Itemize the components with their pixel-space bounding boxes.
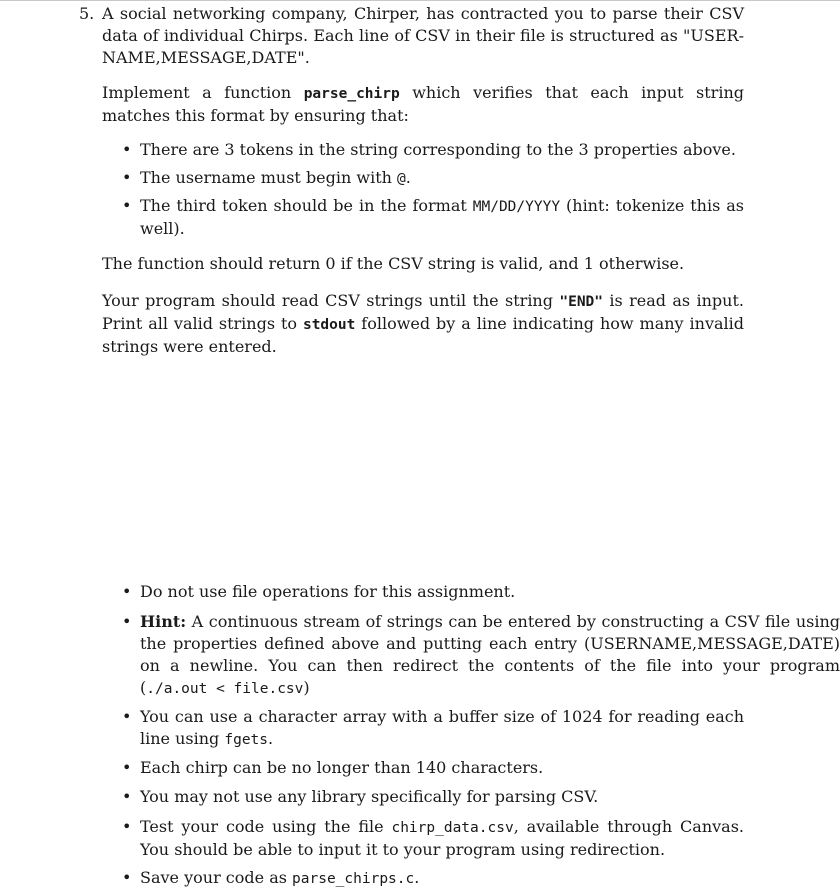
function-name-code: parse_chirp: [303, 86, 400, 102]
question-number: 5.: [79, 4, 95, 23]
page-top-rule: [0, 0, 840, 1]
question-intro: A social networking company, Chirper, has contracted you to parse their CSV data of individual Chirps. Each line of CSV in their file is structured as "USER-NAME,MESSAGE,DATE".: [102, 4, 744, 67]
note-item: • Hint: A continuous stream of strings can be entered by constructing a CSV file using the properties defined above and putting each entry (USERNAME,MESSAGE,DATE) on a newline. You can then redirect the contents of the file into your program (./a.out < file.csv): [140, 611, 840, 700]
note-item: • You may not use any library specifically for parsing CSV.: [140, 786, 744, 808]
note-item: • Test your code using the file chirp_data.csv, available through Canvas. You should be able to input it to your program using redirection.: [140, 816, 744, 861]
rule-item: • The third token should be in the format MM/DD/YYYY (hint: tokenize this as well).: [140, 195, 744, 240]
note-item: • You can use a character array with a buffer size of 1024 for reading each line using fgets.: [140, 706, 744, 751]
note-item: • Each chirp can be no longer than 140 characters.: [140, 757, 744, 779]
note-item: • Do not use file operations for this assignment.: [140, 581, 744, 603]
return-paragraph: The function should return 0 if the CSV string is valid, and 1 otherwise.: [102, 254, 685, 273]
read-input-paragraph: Your program should read CSV strings until the string "END" is read as input. Print all valid strings to stdout followed by a line indicating how many invalid strings were entered.: [102, 291, 744, 356]
implement-paragraph: Implement a function parse_chirp which verifies that each input string matches this format by ensuring that:: [102, 83, 744, 125]
rule-item: • There are 3 tokens in the string corresponding to the 3 properties above.: [140, 139, 744, 161]
rule-item: • The username must begin with @.: [140, 167, 744, 190]
note-item: • Save your code as parse_chirps.c.: [140, 867, 744, 890]
